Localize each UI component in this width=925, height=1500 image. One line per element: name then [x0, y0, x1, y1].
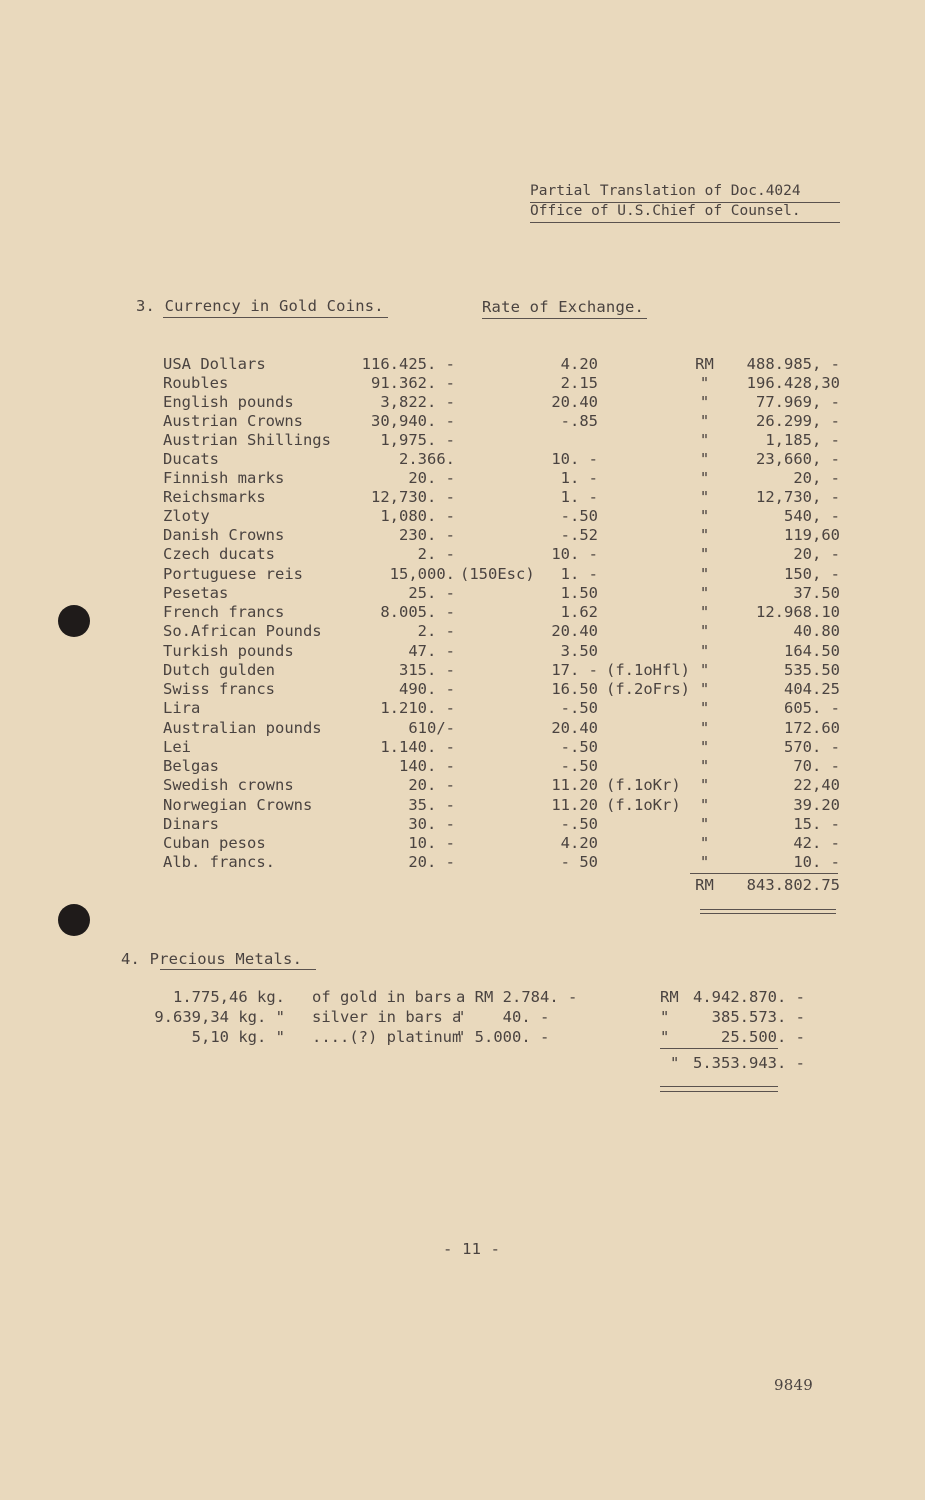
metal-description: of gold in bars [312, 988, 452, 1006]
currency-row [0, 661, 925, 680]
amount-unit: " [699, 584, 710, 602]
amount: 20, - [793, 469, 840, 487]
exchange-rate: -.50 [560, 757, 598, 775]
amount: 77.969, - [756, 393, 840, 411]
rate-heading-rule [482, 318, 647, 319]
amount: 40.80 [793, 622, 840, 640]
currency-name: Swedish crowns [163, 776, 294, 794]
currency-row [0, 622, 925, 641]
currency-name: Lira [163, 699, 201, 717]
metal-unit: RM [660, 988, 679, 1006]
currency-quantity: 10. - [408, 834, 455, 852]
exchange-rate: 11.20 [551, 776, 598, 794]
amount-unit: " [699, 680, 710, 698]
amount: 196.428,30 [746, 374, 840, 392]
rate-note: (f.1oHfl) [606, 661, 690, 679]
section3-heading: 3. Currency in Gold Coins. [136, 297, 384, 315]
metal-rate: a RM 2.784. - [456, 988, 578, 1006]
exchange-rate: 20.40 [551, 719, 598, 737]
amount: 164.50 [784, 642, 840, 660]
metals-total-rule [660, 1048, 778, 1049]
header-line-1: Partial Translation of Doc.4024 [530, 183, 801, 199]
metals-total-unit: " [670, 1054, 680, 1072]
amount-unit: " [699, 834, 710, 852]
total-double-rule-2 [700, 913, 836, 914]
currency-row [0, 412, 925, 431]
amount: 26.299, - [756, 412, 840, 430]
exchange-rate: - 50 [560, 853, 598, 871]
exchange-rate: -.50 [560, 738, 598, 756]
exchange-rate: 4.20 [560, 355, 598, 373]
exchange-rate: 1.50 [560, 584, 598, 602]
currency-name: Ducats [163, 450, 219, 468]
amount: 23,660, - [756, 450, 840, 468]
currency-name: French francs [163, 603, 285, 621]
currency-name: Zloty [163, 507, 210, 525]
currency-name: Danish Crowns [163, 526, 285, 544]
amount-unit: " [699, 815, 710, 833]
amount-unit: " [699, 469, 710, 487]
amount-unit: " [699, 699, 710, 717]
metal-row [0, 1028, 925, 1048]
currency-row [0, 719, 925, 738]
currency-row [0, 565, 925, 584]
currency-row [0, 680, 925, 699]
amount: 570. - [784, 738, 840, 756]
total-rule-top [690, 873, 838, 874]
document-number: 9849 [774, 1376, 813, 1394]
currency-name: Pesetas [163, 584, 229, 602]
metals-double-rule-2 [660, 1091, 778, 1092]
amount-unit: " [699, 412, 710, 430]
metal-rate: " 40. - [456, 1008, 550, 1026]
metals-double-rule-1 [660, 1086, 778, 1087]
amount-unit: " [699, 661, 710, 679]
exchange-rate: 1. - [560, 469, 598, 487]
section4-heading: 4. Precious Metals. [121, 950, 303, 968]
amount: 535.50 [784, 661, 840, 679]
currency-quantity: 3,822. - [380, 393, 455, 411]
amount: 20, - [793, 545, 840, 563]
metal-weight: 1.775,46 kg. [173, 988, 285, 1006]
page-number: - 11 - [443, 1240, 501, 1258]
currency-quantity: 490. - [399, 680, 455, 698]
currency-row [0, 393, 925, 412]
currency-name: Turkish pounds [163, 642, 294, 660]
currency-row [0, 488, 925, 507]
currency-row [0, 469, 925, 488]
currency-quantity: 30. - [408, 815, 455, 833]
exchange-rate: 2.15 [560, 374, 598, 392]
metal-row [0, 1008, 925, 1028]
currency-name: Alb. francs. [163, 853, 275, 871]
amount: 70. - [793, 757, 840, 775]
metals-total: 5.353.943. - [693, 1054, 805, 1072]
metal-weight: 9.639,34 kg. " [154, 1008, 285, 1026]
currency-name: So.African Pounds [163, 622, 322, 640]
amount: 12,730, - [756, 488, 840, 506]
amount: 605. - [784, 699, 840, 717]
exchange-rate: 17. - [551, 661, 598, 679]
exchange-rate: -.85 [560, 412, 598, 430]
amount-unit: " [699, 796, 710, 814]
exchange-rate: 20.40 [551, 393, 598, 411]
amount-unit: " [699, 757, 710, 775]
amount-unit: " [699, 776, 710, 794]
currency-name: Austrian Crowns [163, 412, 303, 430]
currency-name: Australian pounds [163, 719, 322, 737]
metal-amount: 4.942.870. - [693, 988, 805, 1006]
amount: 1,185, - [765, 431, 840, 449]
currency-quantity: 1.210. - [380, 699, 455, 717]
amount: 150, - [784, 565, 840, 583]
rate-heading: Rate of Exchange. [482, 298, 645, 316]
amount-unit: " [699, 393, 710, 411]
exchange-rate: -.50 [560, 507, 598, 525]
exchange-rate: 3.50 [560, 642, 598, 660]
currency-name: USA Dollars [163, 355, 266, 373]
rate-note: (f.1oKr) [606, 776, 681, 794]
amount: 10. - [793, 853, 840, 871]
currency-name: Austrian Shillings [163, 431, 331, 449]
amount-unit: " [699, 431, 710, 449]
currency-name: Reichsmarks [163, 488, 266, 506]
currency-quantity: 20. - [408, 853, 455, 871]
currency-total: 843.802.75 [746, 876, 840, 894]
header-line-2: Office of U.S.Chief of Counsel. [530, 203, 801, 219]
currency-quantity: 47. - [408, 642, 455, 660]
currency-note: (150Esc) [460, 565, 535, 583]
amount-unit: " [699, 622, 710, 640]
rate-note: (f.2oFrs) [606, 680, 690, 698]
exchange-rate: 11.20 [551, 796, 598, 814]
amount: 39.20 [793, 796, 840, 814]
exchange-rate: 1.62 [560, 603, 598, 621]
currency-quantity: 20. - [408, 776, 455, 794]
currency-name: Cuban pesos [163, 834, 266, 852]
exchange-rate: -.52 [560, 526, 598, 544]
currency-quantity: 1,975. - [380, 431, 455, 449]
currency-row [0, 776, 925, 795]
amount: 22,40 [793, 776, 840, 794]
currency-quantity: 15,000. [389, 565, 455, 583]
amount: 15. - [793, 815, 840, 833]
currency-row [0, 584, 925, 603]
currency-row [0, 374, 925, 393]
metal-rate: " 5.000. - [456, 1028, 550, 1046]
currency-quantity: 230. - [399, 526, 455, 544]
currency-name: Finnish marks [163, 469, 285, 487]
exchange-rate: 1. - [560, 488, 598, 506]
exchange-rate: 16.50 [551, 680, 598, 698]
currency-name: Roubles [163, 374, 229, 392]
currency-quantity: 8.005. - [380, 603, 455, 621]
amount-unit: " [699, 738, 710, 756]
metal-row [0, 988, 925, 1008]
currency-quantity: 610/- [408, 719, 455, 737]
currency-name: Portuguese reis [163, 565, 303, 583]
exchange-rate: 10. - [551, 450, 598, 468]
metal-amount: 385.573. - [711, 1008, 805, 1026]
amount-unit: RM [695, 355, 714, 373]
currency-quantity: 140. - [399, 757, 455, 775]
amount-unit: " [699, 526, 710, 544]
amount-unit: " [699, 719, 710, 737]
amount-unit: " [699, 642, 710, 660]
currency-quantity: 30,940. - [371, 412, 455, 430]
metal-unit: " [660, 1008, 670, 1026]
amount-unit: " [699, 853, 710, 871]
currency-row [0, 603, 925, 622]
currency-row [0, 545, 925, 564]
section4-heading-rule [160, 969, 316, 970]
metals-total-row [0, 1054, 925, 1074]
currency-quantity: 25. - [408, 584, 455, 602]
currency-quantity: 12,730. - [371, 488, 455, 506]
currency-row [0, 834, 925, 853]
exchange-rate: -.50 [560, 815, 598, 833]
currency-quantity: 315. - [399, 661, 455, 679]
amount: 404.25 [784, 680, 840, 698]
total-unit: RM [695, 876, 714, 894]
currency-quantity: 35. - [408, 796, 455, 814]
currency-quantity: 1.140. - [380, 738, 455, 756]
currency-row [0, 757, 925, 776]
currency-row [0, 642, 925, 661]
metal-description: ....(?) platinum [312, 1028, 462, 1046]
header-rule-2 [530, 222, 840, 223]
amount-unit: " [699, 488, 710, 506]
currency-quantity: 1,080. - [380, 507, 455, 525]
amount-unit: " [699, 545, 710, 563]
rate-note: (f.1oKr) [606, 796, 681, 814]
currency-total-row [0, 876, 925, 895]
currency-row [0, 815, 925, 834]
currency-name: Lei [163, 738, 191, 756]
currency-name: Swiss francs [163, 680, 275, 698]
currency-name: Belgas [163, 757, 219, 775]
currency-quantity: 91.362. - [371, 374, 455, 392]
currency-quantity: 20. - [408, 469, 455, 487]
exchange-rate: -.50 [560, 699, 598, 717]
amount-unit: " [699, 507, 710, 525]
currency-row [0, 355, 925, 374]
amount: 172.60 [784, 719, 840, 737]
metal-amount: 25.500. - [721, 1028, 805, 1046]
exchange-rate: 20.40 [551, 622, 598, 640]
currency-name: Norwegian Crowns [163, 796, 313, 814]
metal-weight: 5,10 kg. " [191, 1028, 285, 1046]
currency-quantity: 2.366. [399, 450, 455, 468]
currency-row [0, 853, 925, 872]
amount-unit: " [699, 450, 710, 468]
currency-name: English pounds [163, 393, 294, 411]
amount-unit: " [699, 565, 710, 583]
amount-unit: " [699, 603, 710, 621]
currency-row [0, 431, 925, 450]
currency-row [0, 450, 925, 469]
amount: 42. - [793, 834, 840, 852]
currency-name: Dinars [163, 815, 219, 833]
currency-row [0, 699, 925, 718]
amount: 488.985, - [746, 355, 840, 373]
currency-row [0, 796, 925, 815]
currency-name: Dutch gulden [163, 661, 275, 679]
currency-row [0, 507, 925, 526]
currency-quantity: 2. - [417, 622, 455, 640]
exchange-rate: 10. - [551, 545, 598, 563]
section3-heading-rule [163, 317, 388, 318]
punch-hole-bottom [58, 904, 90, 936]
amount-unit: " [699, 374, 710, 392]
currency-row [0, 738, 925, 757]
amount: 119,60 [784, 526, 840, 544]
currency-row [0, 526, 925, 545]
currency-quantity: 116.425. - [361, 355, 455, 373]
currency-name: Czech ducats [163, 545, 275, 563]
currency-quantity: 2. - [417, 545, 455, 563]
amount: 37.50 [793, 584, 840, 602]
metal-unit: " [660, 1028, 670, 1046]
total-double-rule-1 [700, 909, 836, 910]
amount: 12.968.10 [756, 603, 840, 621]
amount: 540, - [784, 507, 840, 525]
exchange-rate: 4.20 [560, 834, 598, 852]
exchange-rate: 1. - [560, 565, 598, 583]
metal-description: silver in bars a [312, 1008, 462, 1026]
